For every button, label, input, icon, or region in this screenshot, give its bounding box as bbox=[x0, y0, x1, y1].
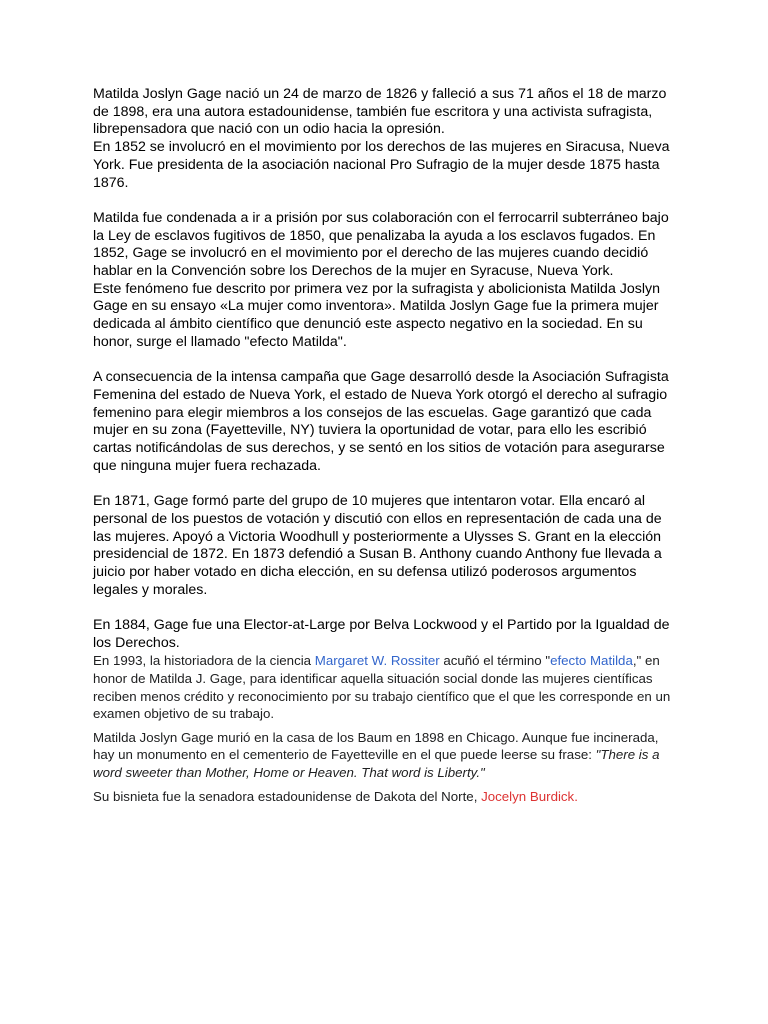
paragraph-rossiter bbox=[93, 652, 673, 722]
paragraph-great-granddaughter bbox=[93, 788, 673, 806]
text-span: Su bisnieta fue la senadora estadounidense de Dakota del Norte, bbox=[93, 788, 482, 804]
spacer bbox=[93, 599, 673, 617]
link-jocelyn-burdick[interactable]: Jocelyn Burdick. bbox=[481, 788, 578, 804]
paragraph-prison: Matilda fue condenada a ir a prisión por sus colaboración con el ferrocarril subterráneo bajo la Ley de esclavos fugitivos de 1850, que penalizaba la ayuda a los esclavos fugados. En 1852, Gage se involucró en el movimiento por el derecho de las mujeres cuando decidió hablar en la Convención sobre los Derechos de la mujer en Syracuse, Nueva York. bbox=[93, 209, 669, 280]
main-text-block bbox=[93, 86, 673, 652]
paragraph-1884: En 1884, Gage fue una Elector-at-Large por Belva Lockwood y el Partido por la Igualdad de los Derechos. bbox=[93, 617, 670, 651]
document-page bbox=[93, 86, 673, 811]
link-margaret-rossiter[interactable]: Margaret W. Rossiter bbox=[314, 653, 440, 669]
paragraph-1871: En 1871, Gage formó parte del grupo de 10 mujeres que intentaron votar. Ella encaró al personal de los puestos de votación y discutió con ellos en representación de cada una de las mujeres. Apoyó a Victoria Woodhull y posteriormente a Ulysses S. Grant en la elección presidencial de 1872. En 1873 defendió a Susan B. Anthony cuando Anthony fue llevada a juicio por haber votado en dicha elección, en su defensa utilizó poderosos argumentos legales y morales. bbox=[93, 493, 662, 598]
text-span: Matilda Joslyn Gage murió en la casa de los Baum en 1898 en Chicago. Aunque fue incinerada, hay un monumento en el cementerio de Fayetteville en el que puede leerse su frase: bbox=[93, 729, 659, 763]
text-span: acuñó el término " bbox=[439, 653, 551, 669]
paragraph-phenomenon: Este fenómeno fue descrito por primera vez por la sufragista y abolicionista Matilda Joslyn Gage en su ensayo «La mujer como inventora». Matilda Joslyn Gage fue la primera mujer dedicada al ámbito científico que denunció este aspecto negativo en la sociedad. En su honor, surge el llamado "efecto Matilda". bbox=[93, 280, 660, 350]
paragraph-birth: Matilda Joslyn Gage nació un 24 de marzo de 1826 y falleció a sus 71 años el 18 de marzo de 1898, era una autora estadounidense, también fue escritora y una activista sufragista, librepensadora que nació con un odio hacia la opresión. bbox=[93, 86, 667, 138]
liberty-quote: "There is a word sweeter than Mother, Home or Heaven. That word is Liberty." bbox=[93, 747, 660, 780]
spacer bbox=[93, 192, 673, 210]
paragraph-1852: En 1852 se involucró en el movimiento por los derechos de las mujeres en Siracusa, Nueva York. Fue presidenta de la asociación nacional Pro Sufragio de la mujer desde 1875 hasta 1876. bbox=[93, 139, 670, 191]
text-span: ," en honor de Matilda J. Gage, para identificar aquella situación social donde las mujeres científicas reciben menos crédito y reconocimiento por su trabajo científico que el que les corresponde en un examen objetivo de su trabajo. bbox=[93, 653, 671, 722]
text-span: En 1993, la historiadora de la ciencia bbox=[93, 653, 315, 669]
pasted-web-text-block bbox=[93, 652, 673, 805]
spacer bbox=[93, 352, 673, 370]
paragraph-campaign: A consecuencia de la intensa campaña que Gage desarrolló desde la Asociación Sufragista Femenina del estado de Nueva York, el estado de Nueva York otorgó el derecho al sufragio femenino para elegir miembros a los consejos de las escuelas. Gage garantizó que cada mujer en su zona (Fayetteville, NY) tuviera la oportunidad de votar, para ello les escribió cartas notificándolas de sus derechos, y se sentó en los sitios de votación para asegurarse que ninguna mujer fuera rechazada. bbox=[93, 369, 669, 474]
spacer bbox=[93, 475, 673, 493]
paragraph-death bbox=[93, 729, 673, 782]
link-efecto-matilda[interactable]: efecto Matilda bbox=[550, 653, 633, 669]
